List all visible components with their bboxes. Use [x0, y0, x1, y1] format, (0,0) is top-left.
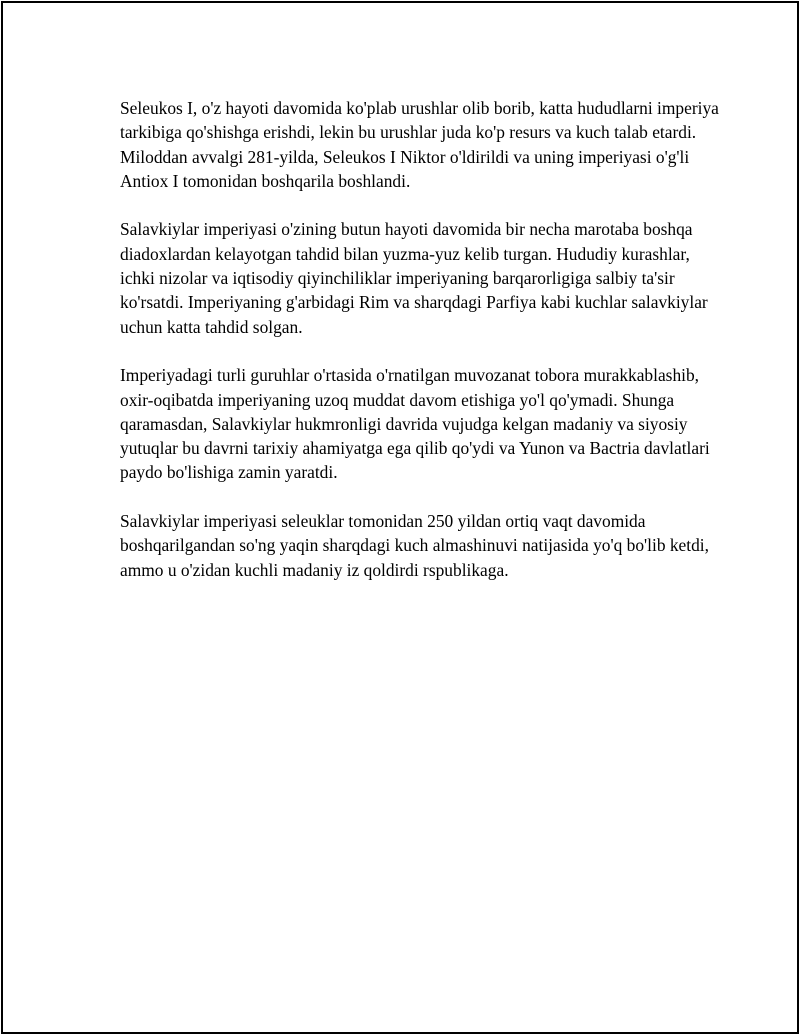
page-frame	[1, 1, 799, 1034]
paragraph-1: Seleukos I, o'z hayoti davomida ko'plab urushlar olib borib, katta hududlarni imperiya tarkibiga qo'shishga erishdi, lekin bu urushlar juda ko'p resurs va kuch talab etardi. Miloddan avvalgi 281-yilda, Seleukos I Niktor o'ldirildi va uning imperiyasi o'g'li Antiox I tomonidan boshqarila boshlandi.	[120, 98, 719, 191]
document-body	[120, 96, 720, 606]
paragraph-2: Salavkiylar imperiyasi o'zining butun hayoti davomida bir necha marotaba boshqa diadoxlardan kelayotgan tahdid bilan yuzma-yuz kelib turgan. Hududiy kurashlar, ichki nizolar va iqtisodiy qiyinchiliklar imperiyaning barqarorligiga salbiy ta'sir ko'rsatdi. Imperiyaning g'arbidagi Rim va sharqdagi Parfiya kabi kuchlar salavkiylar uchun katta tahdid solgan.	[120, 219, 708, 337]
paragraph-4: Salavkiylar imperiyasi seleuklar tomonidan 250 yildan ortiq vaqt davomida boshqarilgandan so'ng yaqin sharqdagi kuch almashinuvi natijasida yo'q bo'lib ketdi, ammo u o'zidan kuchli madaniy iz qoldirdi rspublikaga.	[120, 511, 709, 580]
paragraph-3: Imperiyadagi turli guruhlar o'rtasida o'rnatilgan muvozanat tobora murakkablashib, oxir-oqibatda imperiyaning uzoq muddat davom etishiga yo'l qo'ymadi. Shunga qaramasdan, Salavkiylar hukmronligi davrida vujudga kelgan madaniy va siyosiy yutuqlar bu davrni tarixiy ahamiyatga ega qilib qo'ydi va Yunon va Bactria davlatlari paydo bo'lishiga zamin yaratdi.	[120, 365, 710, 483]
